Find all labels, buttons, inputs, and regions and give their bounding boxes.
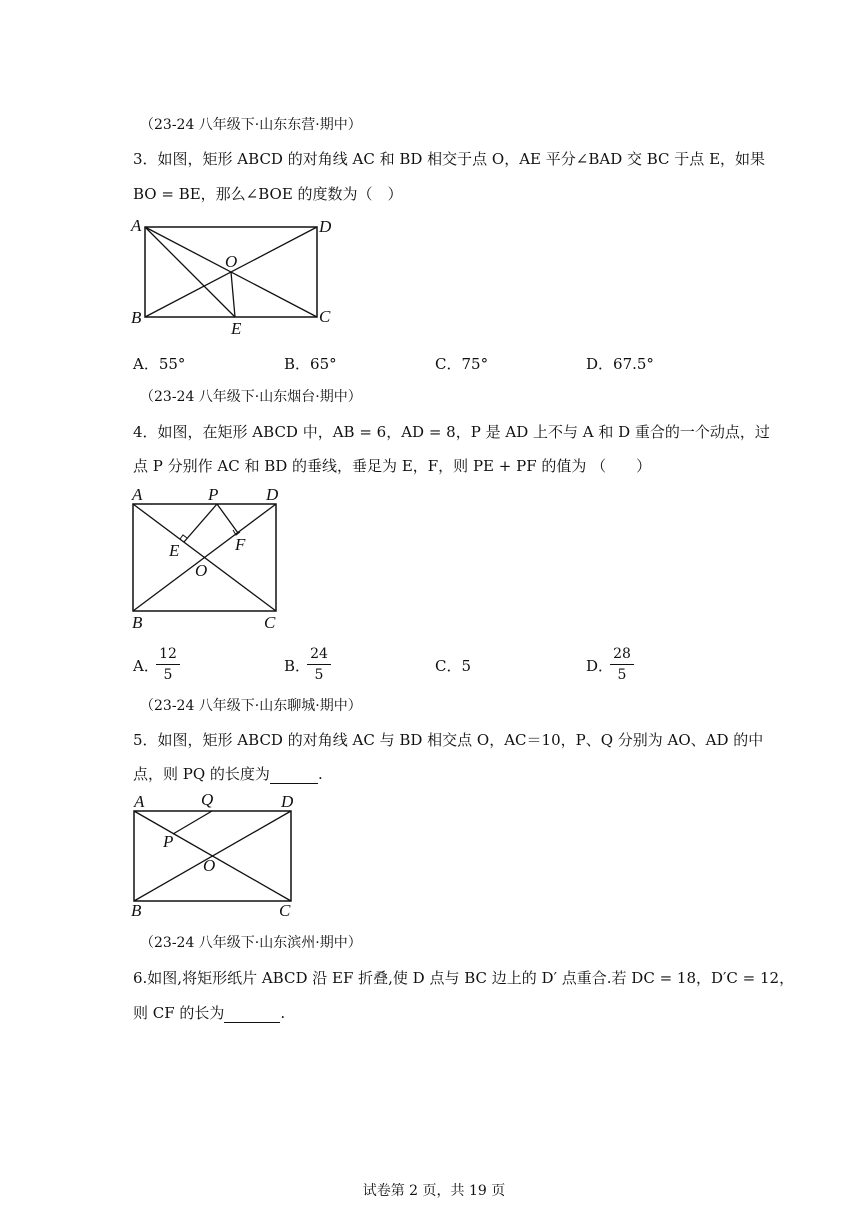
q4-label-c: C [264, 613, 276, 632]
q5-label-q: Q [201, 790, 214, 809]
q4-text-line1: 4．如图，在矩形 ABCD 中，AB = 6，AD = 8，P 是 AD 上不与 A 和 D 重合的一个动点，过 [133, 423, 770, 441]
q4-option-b-denominator: 5 [314, 667, 324, 683]
q5-text-line2-pre: 点，则 PQ 的长度为 [133, 765, 270, 783]
q3-text-line2: BO = BE，那么∠BOE 的度数为（ ） [133, 185, 403, 203]
q3-option-a[interactable] [133, 353, 185, 374]
q5-text-line2 [133, 763, 323, 784]
q3-figure [125, 212, 345, 342]
q4-option-c-letter: C． [435, 657, 462, 675]
q3-label-a: A [131, 216, 142, 235]
q5-label-o: O [203, 856, 216, 875]
q4-segment-pf [217, 504, 238, 533]
q3-option-c-letter: C． [435, 355, 462, 373]
q6-answer-blank[interactable] [224, 1004, 280, 1023]
q6-text-line2-post: . [280, 1004, 286, 1022]
q4-right-angle-e [180, 535, 187, 539]
q3-option-b-letter: B． [284, 355, 311, 373]
q3-option-c[interactable] [435, 353, 488, 374]
q4-label-o: O [195, 561, 208, 580]
q3-label-d: D [319, 217, 332, 236]
page-footer: 试卷第 2 页，共 19 页 [362, 1183, 506, 1199]
q4-label-d: D [266, 485, 279, 504]
q4-option-b-letter[interactable]: B． [284, 657, 311, 675]
q5-source: （23-24 八年级下·山东聊城·期中） [140, 698, 362, 714]
q3-option-d-letter: D． [586, 355, 614, 373]
q3-source: （23-24 八年级下·山东东营·期中） [140, 117, 362, 133]
q5-label-a: A [134, 792, 145, 811]
q3-label-c: C [319, 307, 331, 326]
q5-label-b: B [131, 901, 142, 920]
q4-option-d-letter[interactable]: D． [586, 657, 614, 675]
q6-source: （23-24 八年级下·山东滨州·期中） [140, 935, 362, 951]
q3-option-d-value: 67.5° [613, 355, 654, 373]
q4-label-e: E [169, 541, 180, 560]
q5-figure [125, 788, 305, 923]
q3-segment-ae [145, 227, 238, 317]
q5-label-c: C [279, 901, 291, 920]
q3-option-d[interactable] [586, 353, 654, 374]
q4-option-d-numerator: 28 [613, 646, 631, 662]
q6-text-line2 [133, 1002, 285, 1023]
q3-label-b: B [131, 308, 142, 327]
q4-option-a-denominator: 5 [163, 667, 173, 683]
q4-option-a-numerator: 12 [159, 646, 177, 662]
q3-label-e: E [231, 319, 242, 338]
q4-label-p: P [208, 485, 219, 504]
q6-text-line2-pre: 则 CF 的长为 [133, 1004, 225, 1022]
q4-option-c[interactable] [435, 655, 471, 676]
q4-label-b: B [132, 613, 143, 632]
q3-option-c-value: 75° [461, 355, 489, 373]
q4-figure [125, 482, 295, 632]
q4-text-line2: 点 P 分别作 AC 和 BD 的垂线，垂足为 E，F，则 PE + PF 的值为 （ ） [133, 457, 652, 475]
q5-label-p: P [163, 832, 174, 851]
q4-option-c-value: 5 [461, 657, 472, 675]
q3-option-a-letter: A． [133, 355, 159, 373]
q4-segment-pe [184, 504, 217, 542]
q3-text-line1: 3．如图，矩形 ABCD 的对角线 AC 和 BD 相交于点 O，AE 平分∠BAD 交 BC 于点 E，如果 [133, 150, 766, 168]
q3-option-b[interactable] [284, 353, 337, 374]
q4-label-a: A [132, 485, 143, 504]
q3-segment-oe [231, 272, 235, 317]
q6-text-line1: 6.如图,将矩形纸片 ABCD 沿 EF 折叠,使 D 点与 BC 边上的 D′ 点重合.若 DC = 18，D′C = 12， [133, 969, 795, 987]
q5-segment-pq [173, 811, 212, 834]
q4-option-b-numerator: 24 [310, 646, 328, 662]
q3-option-b-value: 65° [310, 355, 337, 373]
q4-option-b-fraction [307, 645, 331, 684]
q5-answer-blank[interactable] [270, 765, 318, 784]
q4-source: （23-24 八年级下·山东烟台·期中） [140, 389, 362, 405]
q4-option-a-fraction [156, 645, 180, 684]
q4-option-a-letter[interactable]: A． [133, 657, 159, 675]
q3-label-o: O [225, 252, 238, 271]
q5-text-line1: 5．如图，矩形 ABCD 的对角线 AC 与 BD 相交点 O，AC＝10，P、Q 分别为 AO、AD 的中 [133, 731, 764, 749]
q5-text-line2-post: . [317, 765, 323, 783]
q4-option-d-fraction [610, 645, 634, 684]
q5-label-d: D [281, 792, 294, 811]
q4-option-d-denominator: 5 [617, 667, 627, 683]
q4-label-f: F [235, 535, 246, 554]
q3-option-a-value: 55° [158, 355, 186, 373]
